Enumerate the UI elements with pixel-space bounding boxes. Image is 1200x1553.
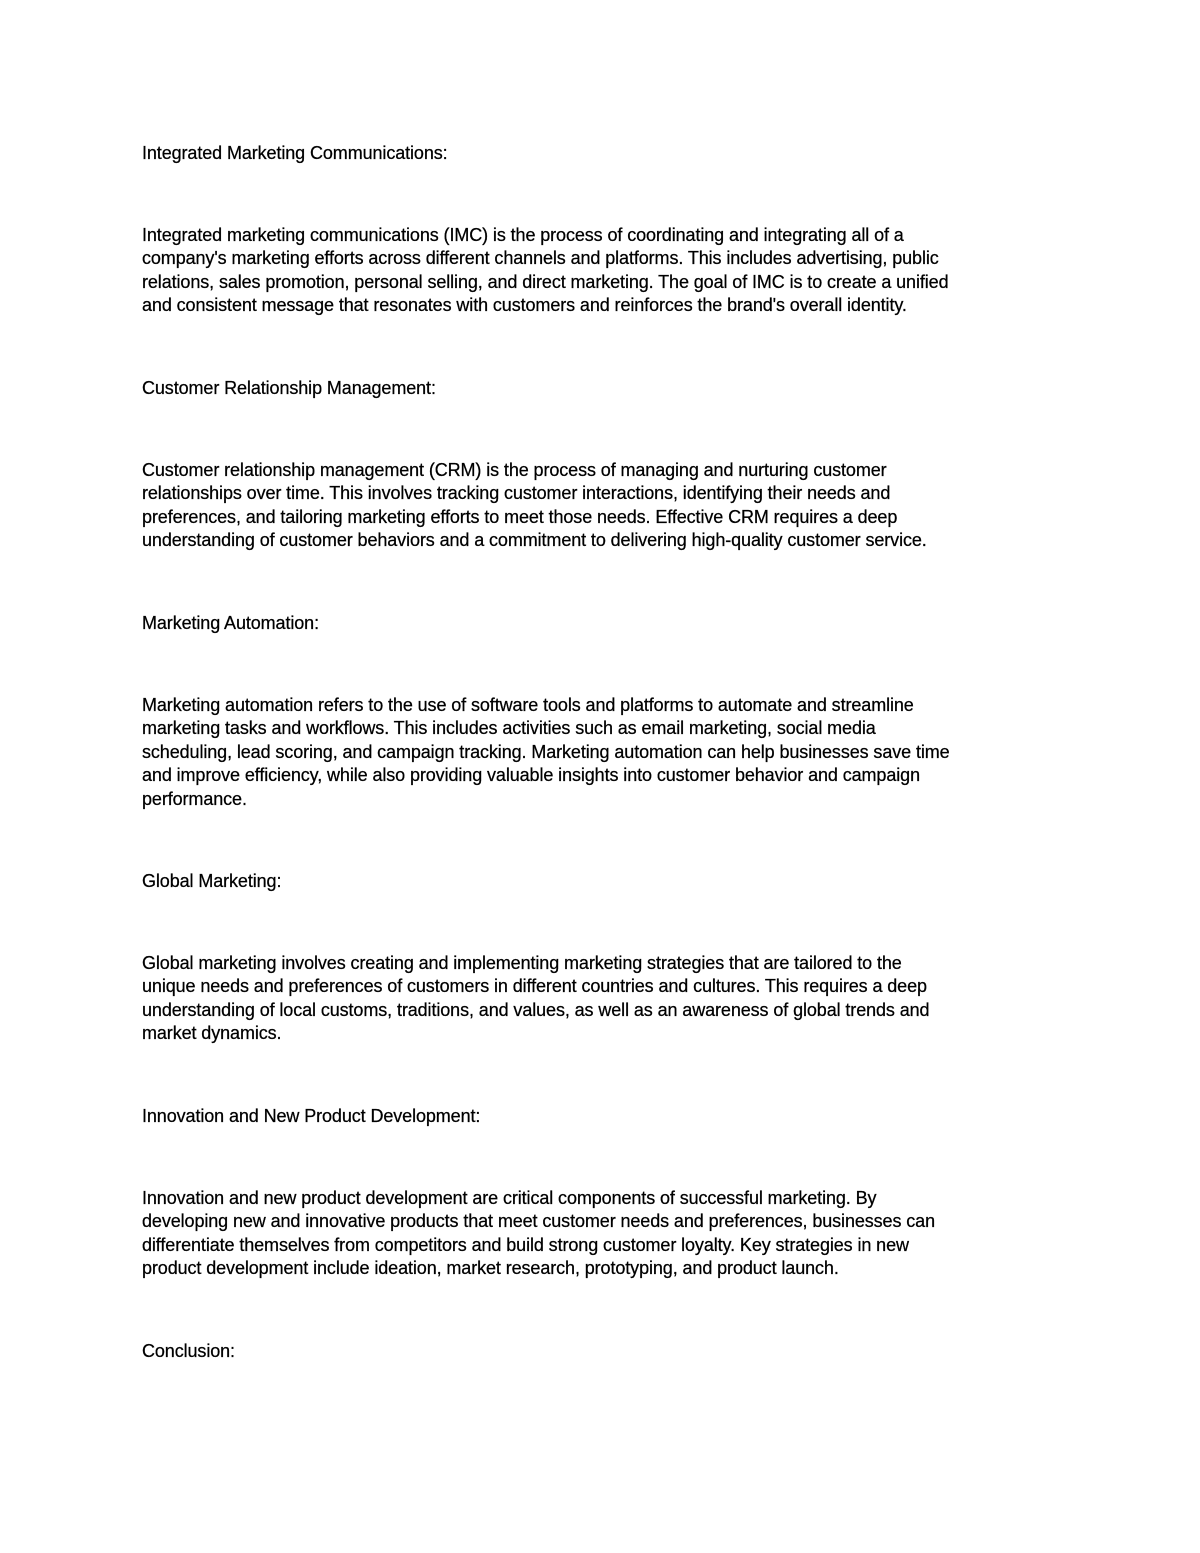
- paragraph-line: marketing tasks and workflows. This includes activities such as email marketing, social media: [142, 718, 876, 739]
- paragraph-line: Marketing automation refers to the use of software tools and platforms to automate and streamline: [142, 695, 914, 715]
- section-paragraph-global-marketing: [142, 952, 1062, 1046]
- paragraph-line: preferences, and tailoring marketing efforts to meet those needs. Effective CRM requires a deep: [142, 506, 898, 527]
- paragraph-line: Customer relationship management (CRM) is the process of managing and nurturing customer: [142, 460, 887, 480]
- section-heading-conclusion: Conclusion:: [142, 1341, 235, 1361]
- section-paragraph-innovation: [142, 1187, 1062, 1281]
- paragraph-line: Innovation and new product development are critical components of successful marketing. By: [142, 1188, 877, 1208]
- section-heading-innovation: Innovation and New Product Development:: [142, 1106, 481, 1126]
- section-heading-crm: Customer Relationship Management:: [142, 378, 436, 398]
- section-heading-imc: Integrated Marketing Communications:: [142, 143, 448, 163]
- paragraph-line: and improve efficiency, while also providing valuable insights into customer behavior and campaign: [142, 765, 920, 786]
- paragraph-line: market dynamics.: [142, 1023, 282, 1044]
- section-heading-global-marketing: Global Marketing:: [142, 871, 282, 891]
- paragraph-line: relations, sales promotion, personal selling, and direct marketing. The goal of IMC is to create a unified: [142, 271, 949, 292]
- section-paragraph-crm: [142, 459, 1062, 553]
- paragraph-line: understanding of customer behaviors and a commitment to delivering high-quality customer service.: [142, 530, 927, 551]
- paragraph-line: and consistent message that resonates with customers and reinforces the brand's overall identity.: [142, 295, 907, 316]
- paragraph-line: unique needs and preferences of customers in different countries and cultures. This requires a deep: [142, 976, 927, 997]
- paragraph-line: scheduling, lead scoring, and campaign tracking. Marketing automation can help businesses save time: [142, 741, 950, 762]
- section-heading-marketing-automation: Marketing Automation:: [142, 613, 319, 633]
- paragraph-line: performance.: [142, 788, 247, 809]
- section-paragraph-marketing-automation: [142, 694, 1062, 811]
- paragraph-line: differentiate themselves from competitors and build strong customer loyalty. Key strategies in new: [142, 1234, 909, 1255]
- paragraph-line: Integrated marketing communications (IMC) is the process of coordinating and integrating all of a: [142, 225, 904, 245]
- paragraph-line: understanding of local customs, traditions, and values, as well as an awareness of global trends and: [142, 999, 930, 1020]
- paragraph-line: relationships over time. This involves tracking customer interactions, identifying their needs and: [142, 483, 891, 504]
- paragraph-line: product development include ideation, market research, prototyping, and product launch.: [142, 1258, 839, 1279]
- section-paragraph-imc: [142, 224, 1062, 318]
- paragraph-line: Global marketing involves creating and implementing marketing strategies that are tailored to the: [142, 953, 902, 973]
- paragraph-line: company's marketing efforts across different channels and platforms. This includes advertising, public: [142, 248, 939, 269]
- paragraph-line: developing new and innovative products that meet customer needs and preferences, businesses can: [142, 1211, 935, 1232]
